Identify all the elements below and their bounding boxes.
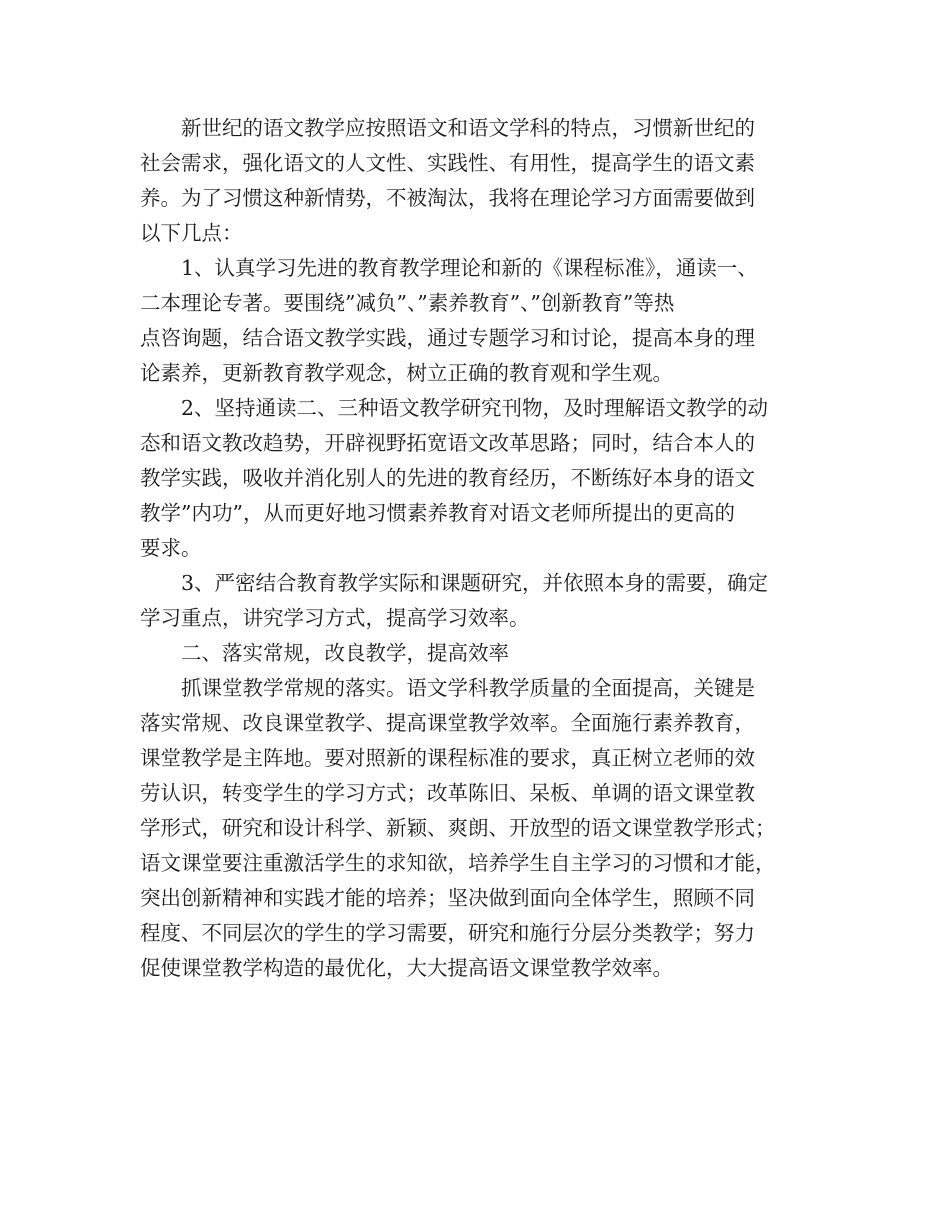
text-line: 语文课堂要注重激活学生的求知欲，培养学生自主学习的习惯和才能， [140,851,776,875]
text-line: 2、坚持通读二、三种语文教学研究刊物，及时理解语文教学的动 [140,396,769,420]
text-line: 养。为了习惯这种新情势，不被淘汰，我将在理论学习方面需要做到 [140,186,755,210]
text-line: 1、认真学习先进的教育教学理论和新的《课程标准》，通读一、 [140,256,758,280]
text-line: 教学实践，吸收并消化别人的先进的教育经历，不断练好本身的语文 [140,466,755,490]
text-line: 新世纪的语文教学应按照语文和语文学科的特点，习惯新世纪的 [140,116,755,140]
text-line: 论素养，更新教育教学观念，树立正确的教育观和学生观。 [140,361,673,385]
text-line: 劳认识，转变学生的学习方式；改革陈旧、呆板、单调的语文课堂教 [140,781,755,805]
text-line: 3、严密结合教育教学实际和课题研究，并依照本身的需要，确定 [140,571,769,595]
text-line: 态和语文教改趋势，开辟视野拓宽语文改革思路；同时，结合本人的 [140,431,755,455]
text-line: 突出创新精神和实践才能的培养；坚决做到面向全体学生，照顾不同 [140,886,755,910]
section-heading: 二、落实常规，改良教学，提高效率 [140,641,509,665]
text-line: 促使课堂教学构造的最优化，大大提高语文课堂教学效率。 [140,956,673,980]
text-line: 教学”内功”，从而更好地习惯素养教育对语文老师所提出的更高的 [140,501,735,525]
text-line: 学习重点，讲究学习方式，提高学习效率。 [140,606,530,630]
text-line: 课堂教学是主阵地。要对照新的课程标准的要求，真正树立老师的效 [140,746,755,770]
text-line: 抓课堂教学常规的落实。语文学科教学质量的全面提高，关键是 [140,676,755,700]
text-line: 要求。 [140,536,202,560]
text-line: 社会需求，强化语文的人文性、实践性、有用性，提高学生的语文素 [140,151,755,175]
text-line: 二本理论专著。要围绕”减负”、”素养教育”、”创新教育”等热 [140,291,675,315]
text-line: 以下几点： [140,221,243,245]
text-line: 学形式，研究和设计科学、新颖、爽朗、开放型的语文课堂教学形式； [140,816,776,840]
text-line: 点咨询题，结合语文教学实践，通过专题学习和讨论，提高本身的理 [140,326,755,350]
text-line: 程度、不同层次的学生的学习需要，研究和施行分层分类教学；努力 [140,921,755,945]
text-line: 落实常规、改良课堂教学、提高课堂教学效率。全面施行素养教育， [140,711,755,735]
